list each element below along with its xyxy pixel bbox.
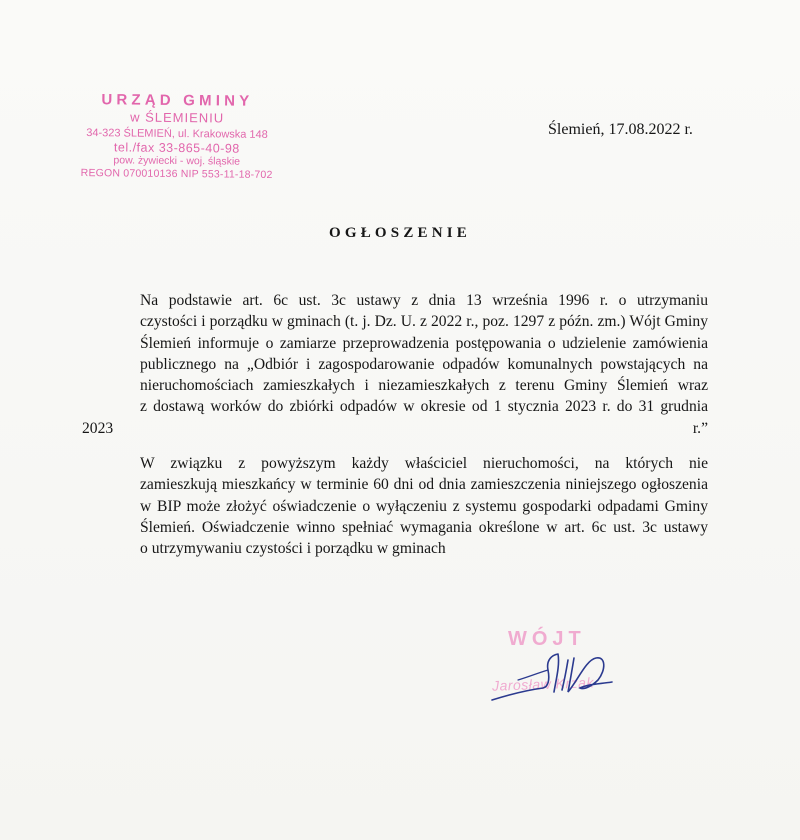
paragraph-line: z dostawą worków do zbiórki odpadów w okresie od 1 stycznia 2023 r. do 31 grudnia 2023 r.” (82, 398, 708, 437)
document-title: OGŁOSZENIE (328, 225, 472, 241)
paragraph-line: publicznego na „Odbiór i zagospodarowanie odpadów komunalnych powstających na (140, 355, 708, 373)
paragraph-line: Na podstawie art. 6c ust. 3c ustawy z dnia 13 września 1996 r. o utrzymaniu (140, 292, 708, 309)
paragraph-line: czystości i porządku w gminach (t. j. Dz. U. z 2022 r., poz. 1297 z późn. zm.) Wójt Gminy (140, 313, 708, 331)
stamp-address: 34-323 ŚLEMIEŃ, ul. Krakowska 148 (86, 127, 268, 141)
paragraph-line: zamieszkują mieszkańcy w terminie 60 dni od dnia zamieszczenia niniejszego ogłoszenia (140, 476, 708, 494)
paragraph-1 (82, 290, 708, 439)
paragraph-line: W związku z powyższym każdy właściciel nieruchomości, na których nie (140, 455, 708, 473)
stamp-regon-nip: REGON 070010136 NIP 553-11-18-702 (80, 166, 273, 182)
paragraph-2 (82, 453, 708, 559)
signature-stamp-name: Jarosław Krzak (491, 674, 595, 694)
paragraph-line: nieruchomościach zamieszkałych i niezamieszkałych z terenu Gminy Ślemień wraz (140, 377, 708, 395)
office-stamp (66, 91, 289, 182)
stamp-phone: tel./fax 33-865-40-98 (113, 140, 240, 156)
document-date: Ślemień, 17.08.2022 r. (548, 121, 693, 138)
document-body (82, 290, 708, 560)
paragraph-line: o utrzymywaniu czystości i porządku w gminach (140, 540, 446, 558)
stamp-office-location: w ŚLEMIENIU (130, 109, 225, 126)
handwritten-signature-icon (488, 640, 638, 710)
signature-stamp-title: WÓJT (508, 628, 586, 650)
stamp-region: pow. żywiecki - woj. śląskie (113, 154, 241, 168)
stamp-office-name: URZĄD GMINY (101, 91, 254, 110)
paragraph-line: Ślemień. Oświadczenie winno spełniać wymagania określone w art. 6c ust. 3c ustawy (140, 518, 708, 536)
paragraph-line: w BIP może złożyć oświadczenie o wyłączeniu z systemu gospodarki odpadami Gminy (140, 497, 708, 515)
paragraph-line: Ślemień informuje o zamiarze przeprowadzenia postępowania o udzielenie zamówienia (140, 334, 708, 352)
